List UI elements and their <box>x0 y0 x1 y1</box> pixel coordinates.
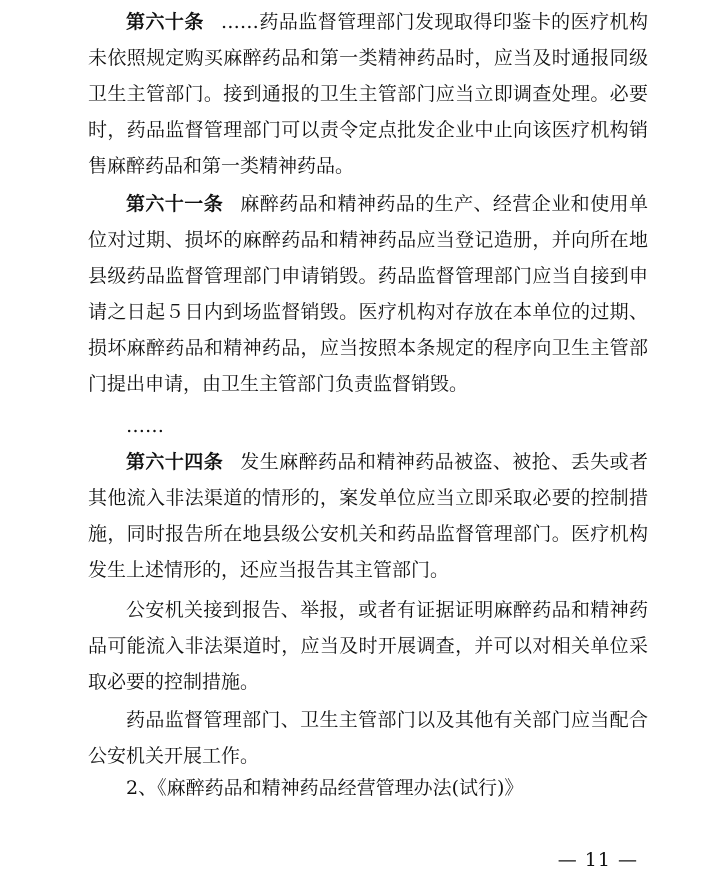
article-60-paragraph <box>88 4 648 184</box>
cooperation-text: 药品监督管理部门、卫生主管部门以及其他有关部门应当配合公安机关开展工作。 <box>88 709 648 767</box>
article-64-paragraph <box>88 444 648 588</box>
article-61-text: 麻醉药品和精神药品的生产、经营企业和使用单位对过期、损坏的麻醉药品和精神药品应当登记造册，并向所在地县级药品监督管理部门申请销毁。药品监督管理部门应当自接到申请之日起５日内到场监督销毁。医疗机构对存放在本单位的过期、损坏麻醉药品和精神药品，应当按照本条规定的程序向卫生主管部门提出申请，由卫生主管部门负责监督销毁。 <box>88 193 648 395</box>
article-60-heading: 第六十条 <box>126 11 204 33</box>
article-61-heading: 第六十一条 <box>126 193 224 215</box>
page-number: — 11 — <box>557 849 638 871</box>
police-paragraph <box>88 592 648 700</box>
article-61-paragraph <box>88 186 648 402</box>
ellipsis-text: …… <box>126 415 164 437</box>
regulation-title-paragraph <box>88 770 648 806</box>
article-60-text: ……药品监督管理部门发现取得印鉴卡的医疗机构未依照规定购买麻醉药品和第一类精神药品时，应当及时通报同级卫生主管部门。接到通报的卫生主管部门应当立即调查处理。必要时，药品监督管理部门可以责令定点批发企业中止向该医疗机构销售麻醉药品和第一类精神药品。 <box>88 11 648 177</box>
ellipsis-paragraph <box>88 408 648 444</box>
police-text: 公安机关接到报告、举报，或者有证据证明麻醉药品和精神药品可能流入非法渠道时，应当及时开展调查，并可以对相关单位采取必要的控制措施。 <box>88 599 648 693</box>
cooperation-paragraph <box>88 702 648 774</box>
article-64-text: 发生麻醉药品和精神药品被盗、被抢、丢失或者其他流入非法渠道的情形的，案发单位应当立即采取必要的控制措施，同时报告所在地县级公安机关和药品监督管理部门。医疗机构发生上述情形的，还应当报告其主管部门。 <box>88 451 648 581</box>
article-64-heading: 第六十四条 <box>126 451 224 473</box>
regulation-title-text: 2、《麻醉药品和精神药品经营管理办法(试行)》 <box>126 777 524 799</box>
